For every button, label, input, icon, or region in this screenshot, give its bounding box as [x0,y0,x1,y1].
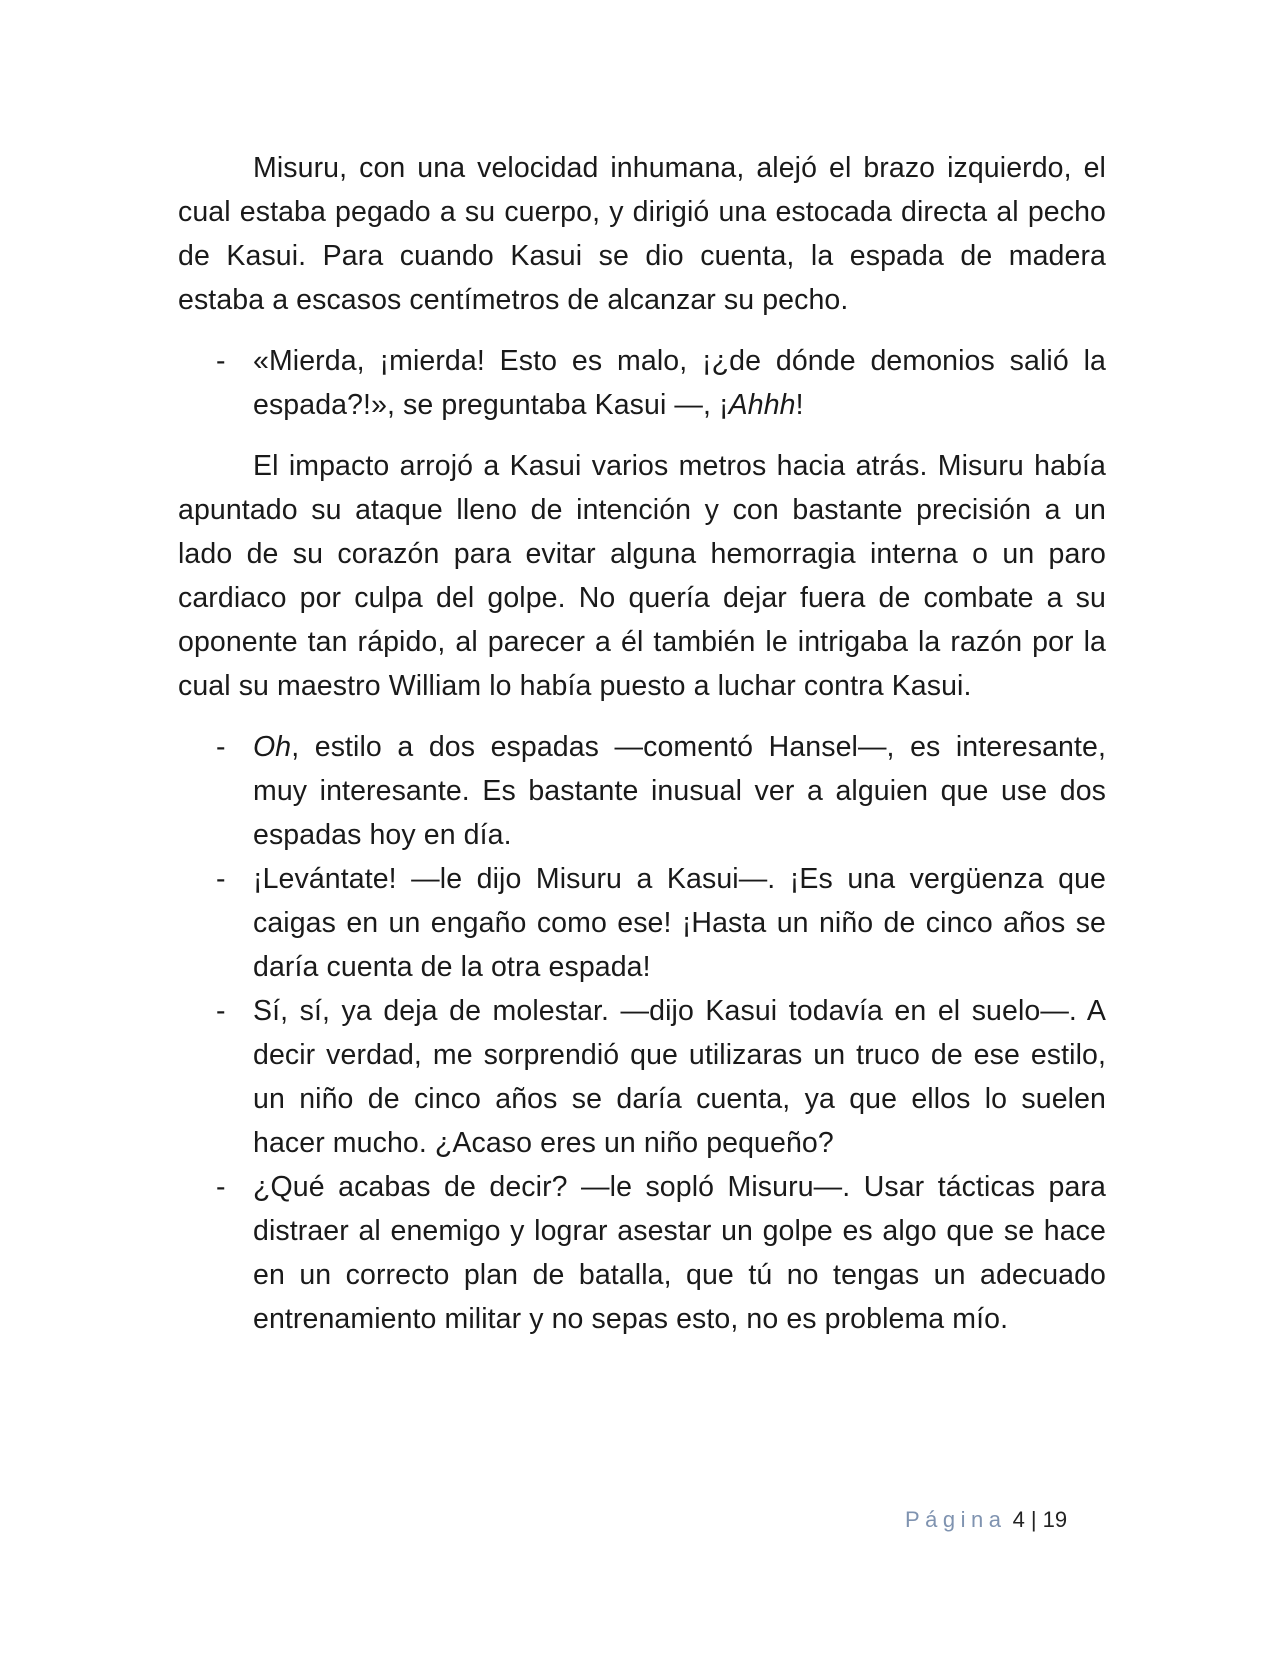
dialogue-line-2: - Oh, estilo a dos espadas —comentó Hansel—, es interesante, muy interesante. Es bastante inusual ver a alguien que use dos espadas hoy en día. [178,725,1106,857]
dialogue-list-1 [178,339,1106,427]
dialogue-dash: - [216,863,226,895]
page-number: 4 [1012,1507,1025,1532]
dialogue-line-3: - ¡Levántate! —le dijo Misuru a Kasui—. ¡Es una vergüenza que caigas en un engaño como ese! ¡Hasta un niño de cinco años se daría cuenta de la otra espada! [178,857,1106,989]
page-separator: | [1030,1507,1037,1532]
dialogue-line-5: - ¿Qué acabas de decir? —le sopló Misuru—. Usar tácticas para distraer al enemigo y lograr asestar un golpe es algo que se hace en un correcto plan de batalla, que tú no tengas un adecuado entrenamiento militar y no sepas esto, no es problema mío. [178,1165,1106,1341]
paragraph-1: Misuru, con una velocidad inhumana, alejó el brazo izquierdo, el cual estaba pegado a su cuerpo, y dirigió una estocada directa al pecho de Kasui. Para cuando Kasui se dio cuenta, la espada de madera estaba a escasos centímetros de alcanzar su pecho. [178,152,1106,316]
total-pages: 19 [1042,1507,1068,1532]
dialogue-dash: - [216,1171,226,1203]
page-label: Página [905,1507,1007,1532]
dialogue-dash: - [216,731,226,763]
page-body [178,146,1106,1341]
page-footer [905,1505,1067,1535]
dialogue-dash: - [216,345,226,377]
dialogue-dash: - [216,995,226,1027]
dialogue-line-4: - Sí, sí, ya deja de molestar. —dijo Kasui todavía en el suelo—. A decir verdad, me sorprendió que utilizaras un truco de ese estilo, un niño de cinco años se daría cuenta, ya que ellos lo suelen hacer mucho. ¿Acaso eres un niño pequeño? [178,989,1106,1165]
dialogue-line-1: - «Mierda, ¡mierda! Esto es malo, ¡¿de dónde demonios salió la espada?!», se preguntaba Kasui —, ¡Ahhh! [178,339,1106,427]
dialogue-list-2 [178,725,1106,1341]
paragraph-2: El impacto arrojó a Kasui varios metros hacia atrás. Misuru había apuntado su ataque lleno de intención y con bastante precisión a un lado de su corazón para evitar alguna hemorragia interna o un paro cardiaco por culpa del golpe. No quería dejar fuera de combate a su oponente tan rápido, al parecer a él también le intrigaba la razón por la cual su maestro William lo había puesto a luchar contra Kasui. [178,450,1106,702]
